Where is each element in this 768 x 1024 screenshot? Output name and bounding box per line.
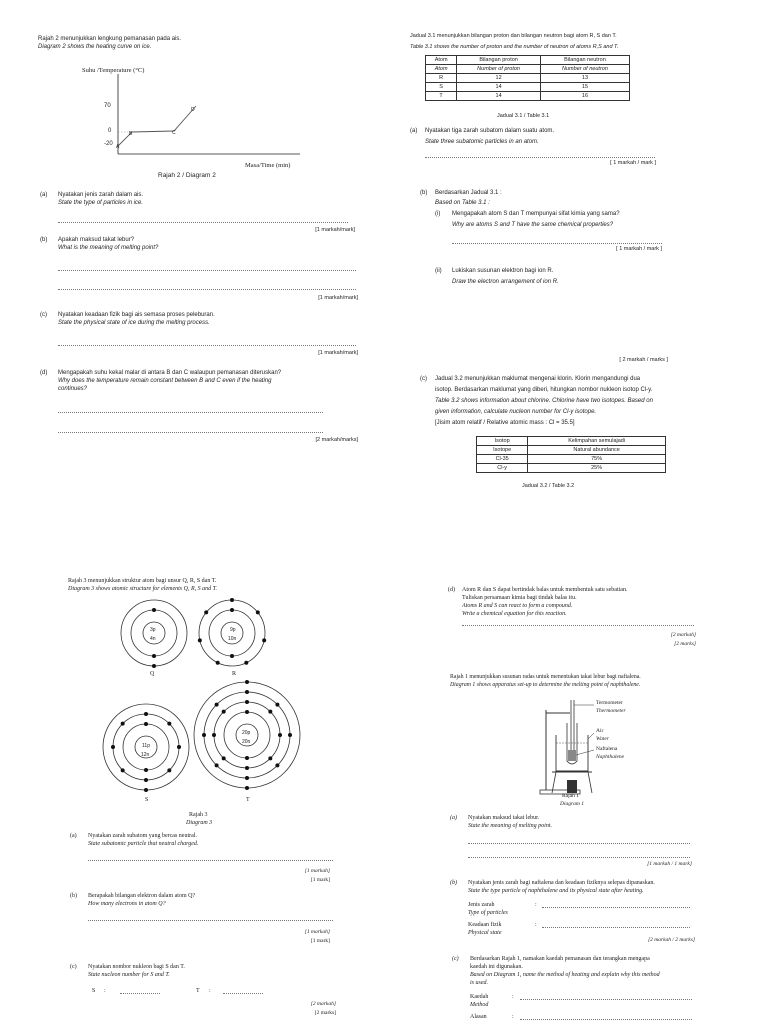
table-cell: 13 (540, 74, 629, 83)
electron (202, 733, 206, 737)
atom-r-protons: 9p (230, 627, 236, 633)
electron (121, 722, 125, 726)
q-d-en2: Write a chemical equation for this reaction. (462, 611, 567, 617)
electron (111, 745, 115, 749)
diagram-3-caption-en: Diagram 3 (186, 820, 213, 826)
q-b-ii-ms: Lukiskan susunan elektron bagi ion R. (452, 268, 554, 274)
answer-line-d1[interactable] (58, 412, 323, 413)
answer-line-d2[interactable] (58, 432, 323, 433)
answer-line-a[interactable] (425, 157, 655, 158)
label-water-ms: Air (596, 728, 604, 734)
q-a-en: State three subatomic particles in an atom. (425, 139, 539, 145)
particle-type-label-en: Type of particles (468, 910, 508, 916)
graph-caption: Rajah 2 / Diagram 2 (158, 172, 216, 179)
table-cell: 16 (540, 92, 629, 101)
electron (177, 745, 181, 749)
point-c: C (172, 130, 176, 136)
electron (245, 690, 249, 694)
q-c-l2: isotop. Berdasarkan maklumat yang diberi, hitungkan nombor nukleon isotop Cl-y. (435, 387, 653, 393)
table-cell: T (426, 92, 457, 101)
q-a-ms: Nyatakan zarah subatom yang bercas neutral. (88, 833, 197, 839)
graph-xlabel: Masa/Time (min) (245, 162, 291, 169)
nucleon-s-colon: : (104, 988, 106, 994)
electron (245, 756, 249, 760)
method-label-ms: Kaedah (470, 994, 489, 1000)
q-b-en: What is the meaning of melting point? (58, 245, 159, 251)
electron (152, 654, 156, 658)
reason-colon: : (512, 1014, 514, 1020)
nucleon-t-colon: : (209, 988, 211, 994)
q-c-l1: Jadual 3.2 menunjukkan maklumat mengenai klorin. Klorin mengandungi dua (435, 376, 641, 382)
mark-d-ms: [2 markah] (670, 632, 696, 638)
intro-en: Table 3.1 shows the number of proton and the number of neutron of atoms R,S and T. (410, 44, 619, 50)
q-a-ms: Nyatakan tiga zarah subatom dalam suatu atom. (425, 128, 555, 134)
electron (245, 710, 249, 714)
table-3-1 (425, 55, 630, 101)
mark-a-en: [1 mark] (310, 877, 330, 883)
q-b-ms: Berapakah bilangan elektron dalam atom Q? (88, 893, 196, 899)
electron (144, 788, 148, 792)
label-naphthalene-en: Naphthalene (596, 754, 625, 760)
mark-c: [1 markah/mark] (318, 350, 358, 356)
tick-0: 0 (108, 128, 112, 134)
q-c-ms2: kaedah ini digunakan. (470, 964, 523, 970)
table-3-1-caption: Jadual 3.1 / Table 3.1 (497, 113, 550, 119)
q-a-number: (a) (410, 128, 418, 134)
atom-t-label: T (246, 797, 250, 803)
q-c-number: (c) (452, 956, 459, 962)
table-row (477, 455, 666, 464)
answer-line-b2[interactable] (58, 289, 356, 290)
q-d-en1: Atoms R and S can react to form a compound. (462, 603, 573, 609)
diagram-1-caption-en: Diagram 1 (560, 801, 584, 807)
q-b-ms: Berdasarkan Jadual 3.1 : (435, 190, 502, 196)
q-c-ms: Nyatakan nombor nukleon bagi S dan T. (88, 964, 185, 970)
answer-line-particle-type[interactable] (542, 907, 690, 908)
label-water-en: Water (596, 736, 609, 742)
q-c-ms1: Berdasarkan Rajah 1, namakan kaedah pemanasan dan terangkan mengapa (470, 956, 650, 962)
atom-s-label: S (145, 797, 149, 803)
table-cell: 25% (528, 464, 666, 473)
atom-q-label: Q (150, 671, 155, 677)
table-header-proton: Bilangan proton (457, 56, 541, 65)
table-row (426, 74, 630, 83)
atom-r-neutrons: 10n (228, 636, 237, 642)
table-3-2 (476, 436, 666, 473)
q-a-number: (a) (450, 815, 457, 821)
electron (245, 680, 249, 684)
nucleon-s-label: S (92, 988, 96, 994)
q-c-l3: Table 3.2 shows information about chlorine. Chlorine have two isotopes. Based on (435, 398, 653, 404)
table-header-atom: Atom (426, 56, 457, 65)
electron (275, 703, 279, 707)
table-cell: S (426, 83, 457, 92)
electron (230, 608, 234, 612)
q-c-en: State the physical state of ice during the melting process. (58, 320, 210, 326)
bunsen-burner (567, 780, 577, 793)
q-b-number: (b) (420, 190, 428, 196)
table-header-neutron: Bilangan neutron (540, 56, 629, 65)
mark-a: [1 markah/mark] (315, 227, 355, 233)
electron (222, 710, 226, 714)
mark-b-ms: [1 markah] (304, 929, 330, 935)
diagram-3-caption-ms: Rajah 3 (189, 812, 208, 818)
table-cell: 14 (457, 92, 541, 101)
electron (167, 722, 171, 726)
q-a-number: (a) (70, 833, 77, 839)
naphthalene-sample (568, 750, 576, 761)
label-thermometer-en: Thermometer (596, 708, 626, 714)
mark-b-en: [1 mark] (310, 938, 330, 944)
table-header-atom-en: Atom (426, 65, 457, 74)
label-thermometer-ms: Termometer (596, 700, 623, 706)
intro-en: Diagram 1 shows apparatus set-up to determine the melting point of naphthalene. (450, 682, 641, 688)
table-cell: Cl-y (477, 464, 528, 473)
table-3-2-caption: Jadual 3.2 / Table 3.2 (522, 483, 575, 489)
answer-line-b1[interactable] (58, 270, 356, 271)
table-cell: 14 (457, 83, 541, 92)
electron (222, 756, 226, 760)
diagram-1-caption-ms: Rajah 1 (562, 793, 579, 799)
tick-70: 70 (104, 103, 111, 109)
electron (152, 664, 156, 668)
nucleon-t-label: T (196, 988, 200, 994)
point-d: D (191, 107, 195, 113)
q-a-en: State the meaning of melting point. (468, 823, 552, 829)
q-b-number: (b) (70, 893, 77, 899)
q-d-number: (d) (40, 370, 48, 376)
atom-s-protons: 11p (142, 743, 150, 749)
table-header-isotope: Isotop (477, 437, 528, 446)
q-c-l4: given information, calculate nucleon number for Cl-y isotope. (435, 409, 597, 415)
answer-line-a[interactable] (88, 860, 333, 861)
physical-state-label-en: Physical state (468, 930, 502, 936)
electron (212, 733, 216, 737)
electron (216, 661, 220, 665)
electron (262, 638, 266, 642)
mark-b: [1 markah/mark] (318, 295, 358, 301)
q-d-en2: continues? (58, 386, 88, 392)
electron (198, 638, 202, 642)
method-label-en: Method (470, 1002, 489, 1008)
electron (144, 712, 148, 716)
q-b-en: How many electrons in atom Q? (88, 901, 166, 907)
q-b-i-ms: Mengapakah atom S dan T mempunyai sifat kimia yang sama? (452, 211, 620, 217)
table-cell: 75% (528, 455, 666, 464)
table-cell: Cl-35 (477, 455, 528, 464)
electron (152, 608, 156, 612)
q-c-en1: Based on Diagram 1, name the method of heating and explain why this method (470, 972, 660, 978)
table-header-isotope-en: Isotope (477, 446, 528, 455)
q-d-ms2: Tuliskan persamaan kimia bagi tindak balas itu. (462, 595, 577, 601)
electron (278, 733, 282, 737)
electron (167, 768, 171, 772)
q-c-l5: [Jisim atom relatif / Relative atomic mass : Cl = 35.5] (435, 420, 575, 426)
electron (245, 776, 249, 780)
q-c-ms: Nyatakan keadaan fizik bagi ais semasa proses peleburan. (58, 312, 215, 318)
q-c-number: (c) (70, 964, 77, 970)
electron (268, 710, 272, 714)
electron (245, 786, 249, 790)
q-b-ms: Apakah maksud takat lebur? (58, 237, 135, 243)
table-cell: 12 (457, 74, 541, 83)
intro-en: Diagram 3 shows atomic structure for elements Q, R, S and T. (68, 586, 217, 592)
q-a-ms: Nyatakan jenis zarah dalam ais. (58, 192, 144, 198)
answer-line-t[interactable] (223, 993, 263, 994)
atom-s-neutrons: 12n (141, 752, 150, 758)
intro-ms: Rajah 2 menunjukkan lengkung pemanasan pada ais. (38, 36, 182, 42)
q-d-number: (d) (448, 587, 455, 593)
electron (230, 598, 234, 602)
answer-line-a2[interactable] (468, 857, 690, 858)
answer-line-b[interactable] (88, 920, 333, 921)
electron (144, 778, 148, 782)
q-b-i-en: Why are atoms S and T have the same chemical properties? (452, 222, 614, 228)
particle-type-colon: : (535, 902, 537, 908)
q-c-en: State nucleon number for S and T. (88, 972, 170, 978)
electron (144, 768, 148, 772)
q-b-ms: Nyatakan jenis zarah bagi naftalena dan keadaan fiziknya selepas dipanaskan. (468, 880, 655, 886)
table-header-proton-en: Number of proton (457, 65, 541, 74)
answer-line-a[interactable] (58, 222, 348, 223)
q-b-number: (b) (450, 880, 457, 886)
q-b-i-number: (i) (435, 211, 441, 217)
table-row (426, 83, 630, 92)
q-d-ms: Mengapakah suhu kekal malar di antara B dan C walaupun pemanasan diteruskan? (58, 370, 282, 376)
answer-line-physical-state[interactable] (542, 927, 690, 928)
table-cell: R (426, 74, 457, 83)
mark-a: [ 1 markah / mark ] (610, 160, 656, 166)
intro-ms: Rajah 1 menunjukkan susunan radas untuk menentukan takat lebur bagi naftalena. (450, 674, 641, 680)
electron (244, 661, 248, 665)
electron (268, 756, 272, 760)
table-header-abundance-en: Natural abundance (528, 446, 666, 455)
mark-b: [2 markah / 2 marks] (647, 937, 695, 943)
mark-b-i: [ 1 markah / mark ] (616, 246, 662, 252)
tick-minus-20: -20 (104, 141, 113, 147)
atom-t-neutrons: 20n (242, 739, 251, 745)
atom-t-protons: 20p (242, 730, 251, 736)
electron (121, 768, 125, 772)
electron (288, 733, 292, 737)
table-cell: 15 (540, 83, 629, 92)
answer-line-a1[interactable] (468, 843, 690, 844)
q-d-ms1: Atom R dan S dapat bertindak balas untuk membentuk satu sebatian. (462, 587, 628, 593)
electron (204, 610, 208, 614)
intro-ms: Jadual 3.1 menunjukkan bilangan proton dan bilangan neutron bagi atom R, S dan T. (410, 33, 617, 39)
table-row (426, 92, 630, 101)
q-b-number: (b) (40, 237, 48, 243)
electron (215, 703, 219, 707)
answer-line-reason[interactable] (520, 1019, 692, 1020)
label-naphthalene-ms: Naftalena (596, 746, 618, 752)
electron (245, 700, 249, 704)
q-b-en: State the type particle of naphthalene and its physical state after heating. (468, 888, 644, 894)
mark-b-ii: [ 2 markah / marks ] (619, 357, 668, 363)
mark-d-en: [2 marks] (674, 641, 696, 647)
q-b-ii-en: Draw the electron arrangement of ion R. (452, 279, 559, 285)
table-row (477, 464, 666, 473)
atomic-structure-diagram (90, 600, 350, 800)
mark-a: [1 markah / 1 mark] (647, 861, 692, 867)
electron (256, 610, 260, 614)
electron (230, 654, 234, 658)
intro-en: Diagram 2 shows the heating curve on ice. (38, 44, 152, 50)
particle-type-label-ms: Jenis zarah (468, 902, 495, 908)
graph-ylabel: Suhu /Temperature (°C) (82, 67, 145, 74)
q-c-number: (c) (40, 312, 47, 318)
mark-c-en: [2 marks] (314, 1010, 336, 1016)
q-a-ms: Nyatakan maksud takat lebur. (468, 815, 540, 821)
atom-q-neutrons: 4n (150, 636, 156, 642)
answer-line-s[interactable] (120, 993, 160, 994)
point-a: A (116, 144, 120, 150)
q-c-number: (c) (420, 376, 427, 382)
q-a-number: (a) (40, 192, 48, 198)
answer-line-b-i[interactable] (452, 243, 662, 244)
atom-r-label: R (232, 671, 237, 677)
q-b-ii-number: (ii) (435, 268, 442, 274)
mark-c-ms: [2 markah] (310, 1001, 336, 1007)
q-b-en: Based on Table 3.1 : (435, 200, 490, 206)
answer-line-d[interactable] (462, 625, 694, 626)
atom-q-protons: 3p (150, 627, 156, 633)
answer-line-c[interactable] (58, 345, 356, 346)
reason-label-ms: Alasan (470, 1014, 487, 1020)
intro-ms: Rajah 3 menunjukkan struktur atom bagi unsur Q, R, S dan T. (68, 578, 217, 584)
atom-q (121, 600, 187, 668)
q-c-en2: is used. (470, 980, 488, 986)
point-b: B (129, 131, 133, 137)
electron (245, 766, 249, 770)
table-header-neutron-en: Number of neutron (540, 65, 629, 74)
answer-line-method[interactable] (520, 999, 692, 1000)
electron (144, 722, 148, 726)
electron (215, 763, 219, 767)
table-header-abundance: Kelimpahan semulajadi (528, 437, 666, 446)
physical-state-colon: : (535, 922, 537, 928)
mark-d: [2 markah/marks] (315, 437, 358, 443)
electron (275, 763, 279, 767)
method-colon: : (512, 994, 514, 1000)
physical-state-label-ms: Keadaan fizik (468, 922, 502, 928)
q-d-en1: Why does the temperature remain constant between B and C even if the heating (58, 378, 272, 384)
q-a-en: State subatomic particle that neutral charged. (88, 841, 199, 847)
q-a-en: State the type of particles in ice. (58, 200, 144, 206)
mark-a-ms: [1 markah] (304, 868, 330, 874)
